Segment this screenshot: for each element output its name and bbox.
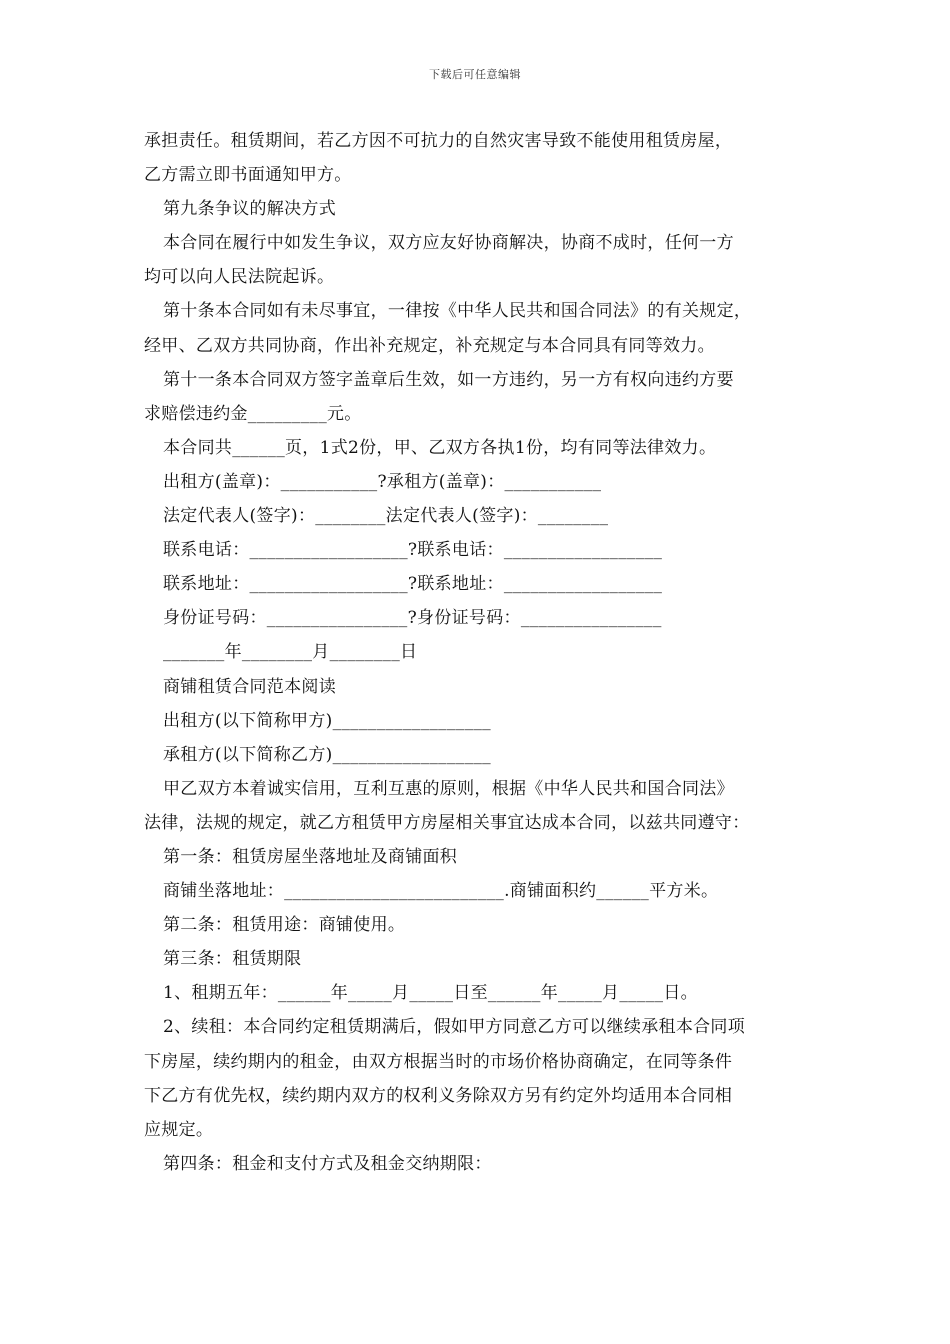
document-body	[144, 124, 816, 1181]
text-line: 商铺坐落地址：_________________________.商铺面积约______平方米。	[163, 881, 719, 902]
text-line: 求赔偿违约金_________元。	[144, 403, 362, 424]
section-heading: 第二条：租赁用途：商铺使用。	[163, 915, 406, 936]
signature-line: 出租方(盖章)：___________?承租方(盖章)：___________	[163, 471, 602, 492]
section-heading: 第九条争议的解决方式	[163, 199, 336, 220]
text-line: 甲乙双方本着诚实信用，互利互惠的原则，根据《中华人民共和国合同法》	[163, 778, 734, 799]
signature-line: 联系地址：__________________?联系地址：__________________	[163, 574, 663, 595]
signature-line: 法定代表人(签字)：________法定代表人(签字)：________	[163, 506, 609, 527]
section-heading: 第三条：租赁期限	[163, 949, 302, 970]
text-line: 第十一条本合同双方签字盖章后生效，如一方违约，另一方有权向违约方要	[163, 369, 734, 390]
text-line: 应规定。	[144, 1119, 214, 1140]
section-heading: 第一条：租赁房屋坐落地址及商铺面积	[163, 846, 458, 867]
document-title: 商铺租赁合同范本阅读	[163, 676, 336, 697]
text-line: 均可以向人民法院起诉。	[144, 267, 335, 288]
text-line: 本合同在履行中如发生争议，双方应友好协商解决，协商不成时，任何一方	[163, 233, 734, 254]
signature-line: 联系电话：__________________?联系电话：__________________	[163, 540, 663, 561]
page-header: 下载后可任意编辑	[429, 68, 521, 81]
text-line: 第十条本合同如有未尽事宜，一律按《中华人民共和国合同法》的有关规定，	[163, 301, 752, 322]
text-line: 经甲、乙双方共同协商，作出补充规定，补充规定与本合同具有同等效力。	[144, 335, 715, 356]
party-line: 出租方(以下简称甲方)__________________	[163, 710, 491, 731]
signature-line: 身份证号码：________________?身份证号码：________________	[163, 608, 662, 629]
text-line: 下乙方有优先权，续约期内双方的权利义务除双方另有约定外均适用本合同相	[144, 1085, 733, 1106]
text-line: 下房屋，续约期内的租金，由双方根据当时的市场价格协商确定，在同等条件	[144, 1051, 733, 1072]
text-line: 本合同共______页，1式2份，甲、乙双方各执1份，均有同等法律效力。	[163, 437, 717, 458]
section-heading: 第四条：租金和支付方式及租金交纳期限：	[163, 1153, 492, 1174]
text-line: 乙方需立即书面通知甲方。	[144, 165, 352, 186]
text-line: 1、租期五年：______年_____月_____日至______年_____月_____日。	[163, 983, 698, 1004]
date-line: _______年________月________日	[163, 642, 418, 663]
text-line: 2、续租：本合同约定租赁期满后，假如甲方同意乙方可以继续承租本合同项	[163, 1017, 746, 1038]
party-line: 承租方(以下简称乙方)__________________	[163, 744, 491, 765]
text-line: 法律，法规的规定，就乙方租赁甲方房屋相关事宜达成本合同，以兹共同遵守：	[144, 812, 750, 833]
text-line: 承担责任。租赁期间，若乙方因不可抗力的自然灾害导致不能使用租赁房屋，	[144, 131, 733, 151]
